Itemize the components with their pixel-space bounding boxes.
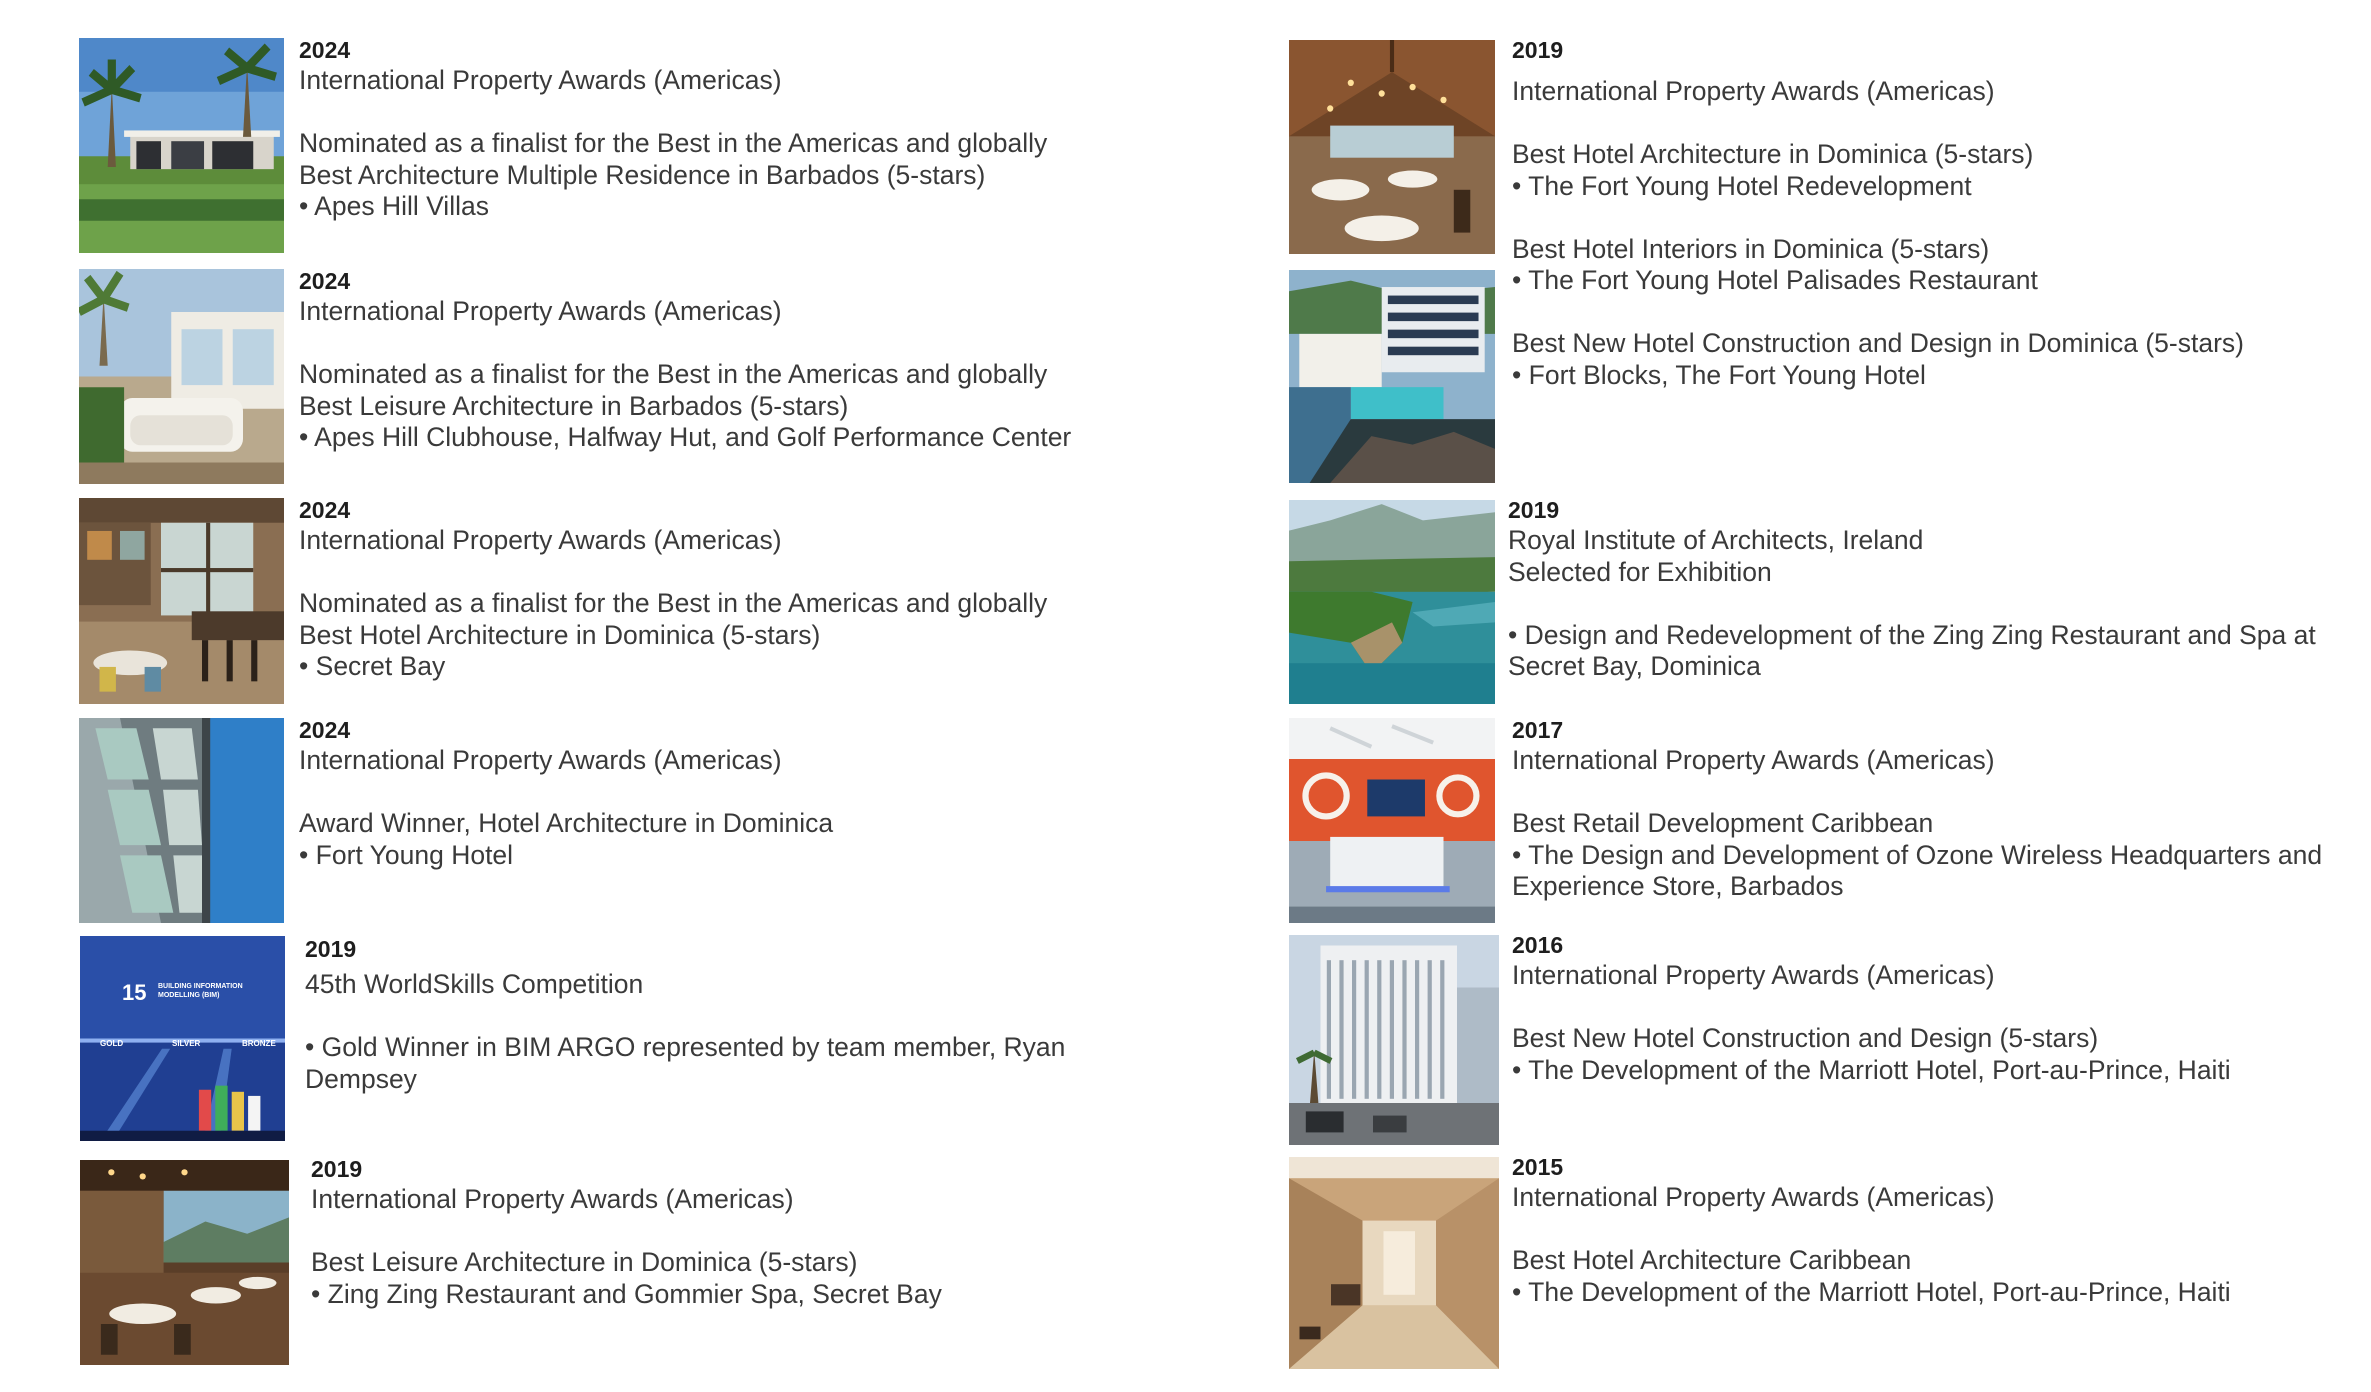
award-title: International Property Awards (Americas) [311,1184,794,1214]
award-title: International Property Awards (Americas) [1512,745,1995,775]
award-year: 2024 [299,497,351,523]
award-line: Best Hotel Architecture in Dominica (5-stars) [299,619,821,650]
image-caption-heading: BUILDING INFORMATION MODELLING (BIM) [158,983,243,999]
award-title: International Property Awards (Americas) [1512,76,1995,106]
award-line: • Zing Zing Restaurant and Gommier Spa, Secret Bay [311,1278,942,1309]
award-year: 2015 [1512,1154,1564,1180]
award-line: • Apes Hill Villas [299,191,489,221]
award-line: • The Fort Young Hotel Palisades Restaurant [1512,265,2038,295]
award-year: 2019 [305,936,357,962]
award-line: Dempsey [305,1063,417,1094]
coastal-hotel-aerial-image [1289,270,1495,483]
award-line: Best New Hotel Construction and Design (5-stars) [1512,1023,2099,1053]
hotel-bar-interior-image [79,498,284,704]
award-title: International Property Awards (Americas) [1512,1182,1995,1212]
award-text [311,1154,942,1310]
award-year: 2024 [299,37,351,63]
award-line: • The Fort Young Hotel Redevelopment [1512,170,1972,201]
award-text [305,934,1065,1095]
award-title: Royal Institute of Architects, Ireland [1508,525,1924,555]
clubhouse-lounge-image [79,269,284,484]
award-title: International Property Awards (Americas) [1512,960,1995,990]
award-line: Best Retail Development Caribbean [1512,808,1934,838]
award-title: International Property Awards (Americas) [299,296,782,326]
retail-store-interior-image [1289,718,1495,923]
image-caption-bronze: BRONZE [242,1039,276,1048]
award-title: International Property Awards (Americas) [299,745,782,775]
award-title: International Property Awards (Americas) [299,65,782,95]
award-line: Nominated as a finalist for the Best in the Americas and globally [299,588,1048,618]
villa-exterior-palms-image [79,38,284,253]
award-year: 2019 [1508,497,1560,523]
award-year: 2024 [299,717,351,743]
award-text [1512,715,2322,903]
hotel-lobby-image [1289,1157,1499,1369]
award-line: • Gold Winner in BIM ARGO represented by team member, Ryan [305,1032,1066,1062]
hotel-facade-image [79,718,284,923]
award-line: Nominated as a finalist for the Best in the Americas and globally [299,128,1048,158]
award-line: • Secret Bay [299,651,446,681]
image-caption-gold: GOLD [100,1039,124,1048]
award-title: International Property Awards (Americas) [299,525,782,555]
award-text [1512,1152,2231,1308]
award-year: 2019 [1512,37,1564,63]
award-line: • The Design and Development of Ozone Wireless Headquarters and [1512,839,2323,870]
award-title: 45th WorldSkills Competition [305,969,644,999]
award-text [299,266,1071,454]
award-year: 2019 [311,1156,363,1182]
restaurant-terrace-image [80,1160,289,1365]
restaurant-wood-ceiling-image [1289,40,1495,254]
award-line: Experience Store, Barbados [1512,871,1844,901]
award-line: • Design and Redevelopment of the Zing Zing Restaurant and Spa at [1508,619,2316,650]
award-text [1508,495,2316,683]
award-year: 2016 [1512,932,1564,958]
award-text [299,35,1047,223]
image-caption-silver: SILVER [172,1039,201,1048]
award-line: Nominated as a finalist for the Best in the Americas and globally [299,359,1048,389]
award-year: 2024 [299,268,351,294]
award-line: Best New Hotel Construction and Design in Dominica (5-stars) [1512,328,2244,358]
award-line: • Apes Hill Clubhouse, Halfway Hut, and Golf Performance Center [299,422,1072,452]
marriott-hotel-exterior-image [1289,935,1499,1145]
award-text [1512,35,2244,391]
award-line: • Fort Blocks, The Fort Young Hotel [1512,359,1926,390]
award-line: • The Development of the Marriott Hotel, Port-au-Prince, Haiti [1512,1054,2231,1085]
worldskills-stage-image [80,936,285,1141]
award-text [299,715,833,871]
award-line: Best Leisure Architecture in Dominica (5-stars) [311,1247,858,1277]
award-line: Award Winner, Hotel Architecture in Dominica [299,808,834,838]
award-text [299,495,1047,683]
award-year: 2017 [1512,717,1564,743]
award-line: Secret Bay, Dominica [1508,651,1761,681]
award-line: Best Hotel Architecture Caribbean [1512,1245,1912,1275]
image-caption-number: 15 [122,980,147,1005]
award-line: Best Architecture Multiple Residence in Barbados (5-stars) [299,159,986,190]
award-line: Best Hotel Interiors in Dominica (5-stars) [1512,233,1990,264]
award-line: • The Development of the Marriott Hotel, Port-au-Prince, Haiti [1512,1276,2231,1307]
award-line: Best Leisure Architecture in Barbados (5-stars) [299,390,849,421]
island-peninsula-aerial-image [1289,500,1495,704]
award-text [1512,930,2231,1086]
award-line: • Fort Young Hotel [299,839,514,870]
award-line: Selected for Exhibition [1508,556,1772,587]
award-line: Best Hotel Architecture in Dominica (5-stars) [1512,139,2034,169]
